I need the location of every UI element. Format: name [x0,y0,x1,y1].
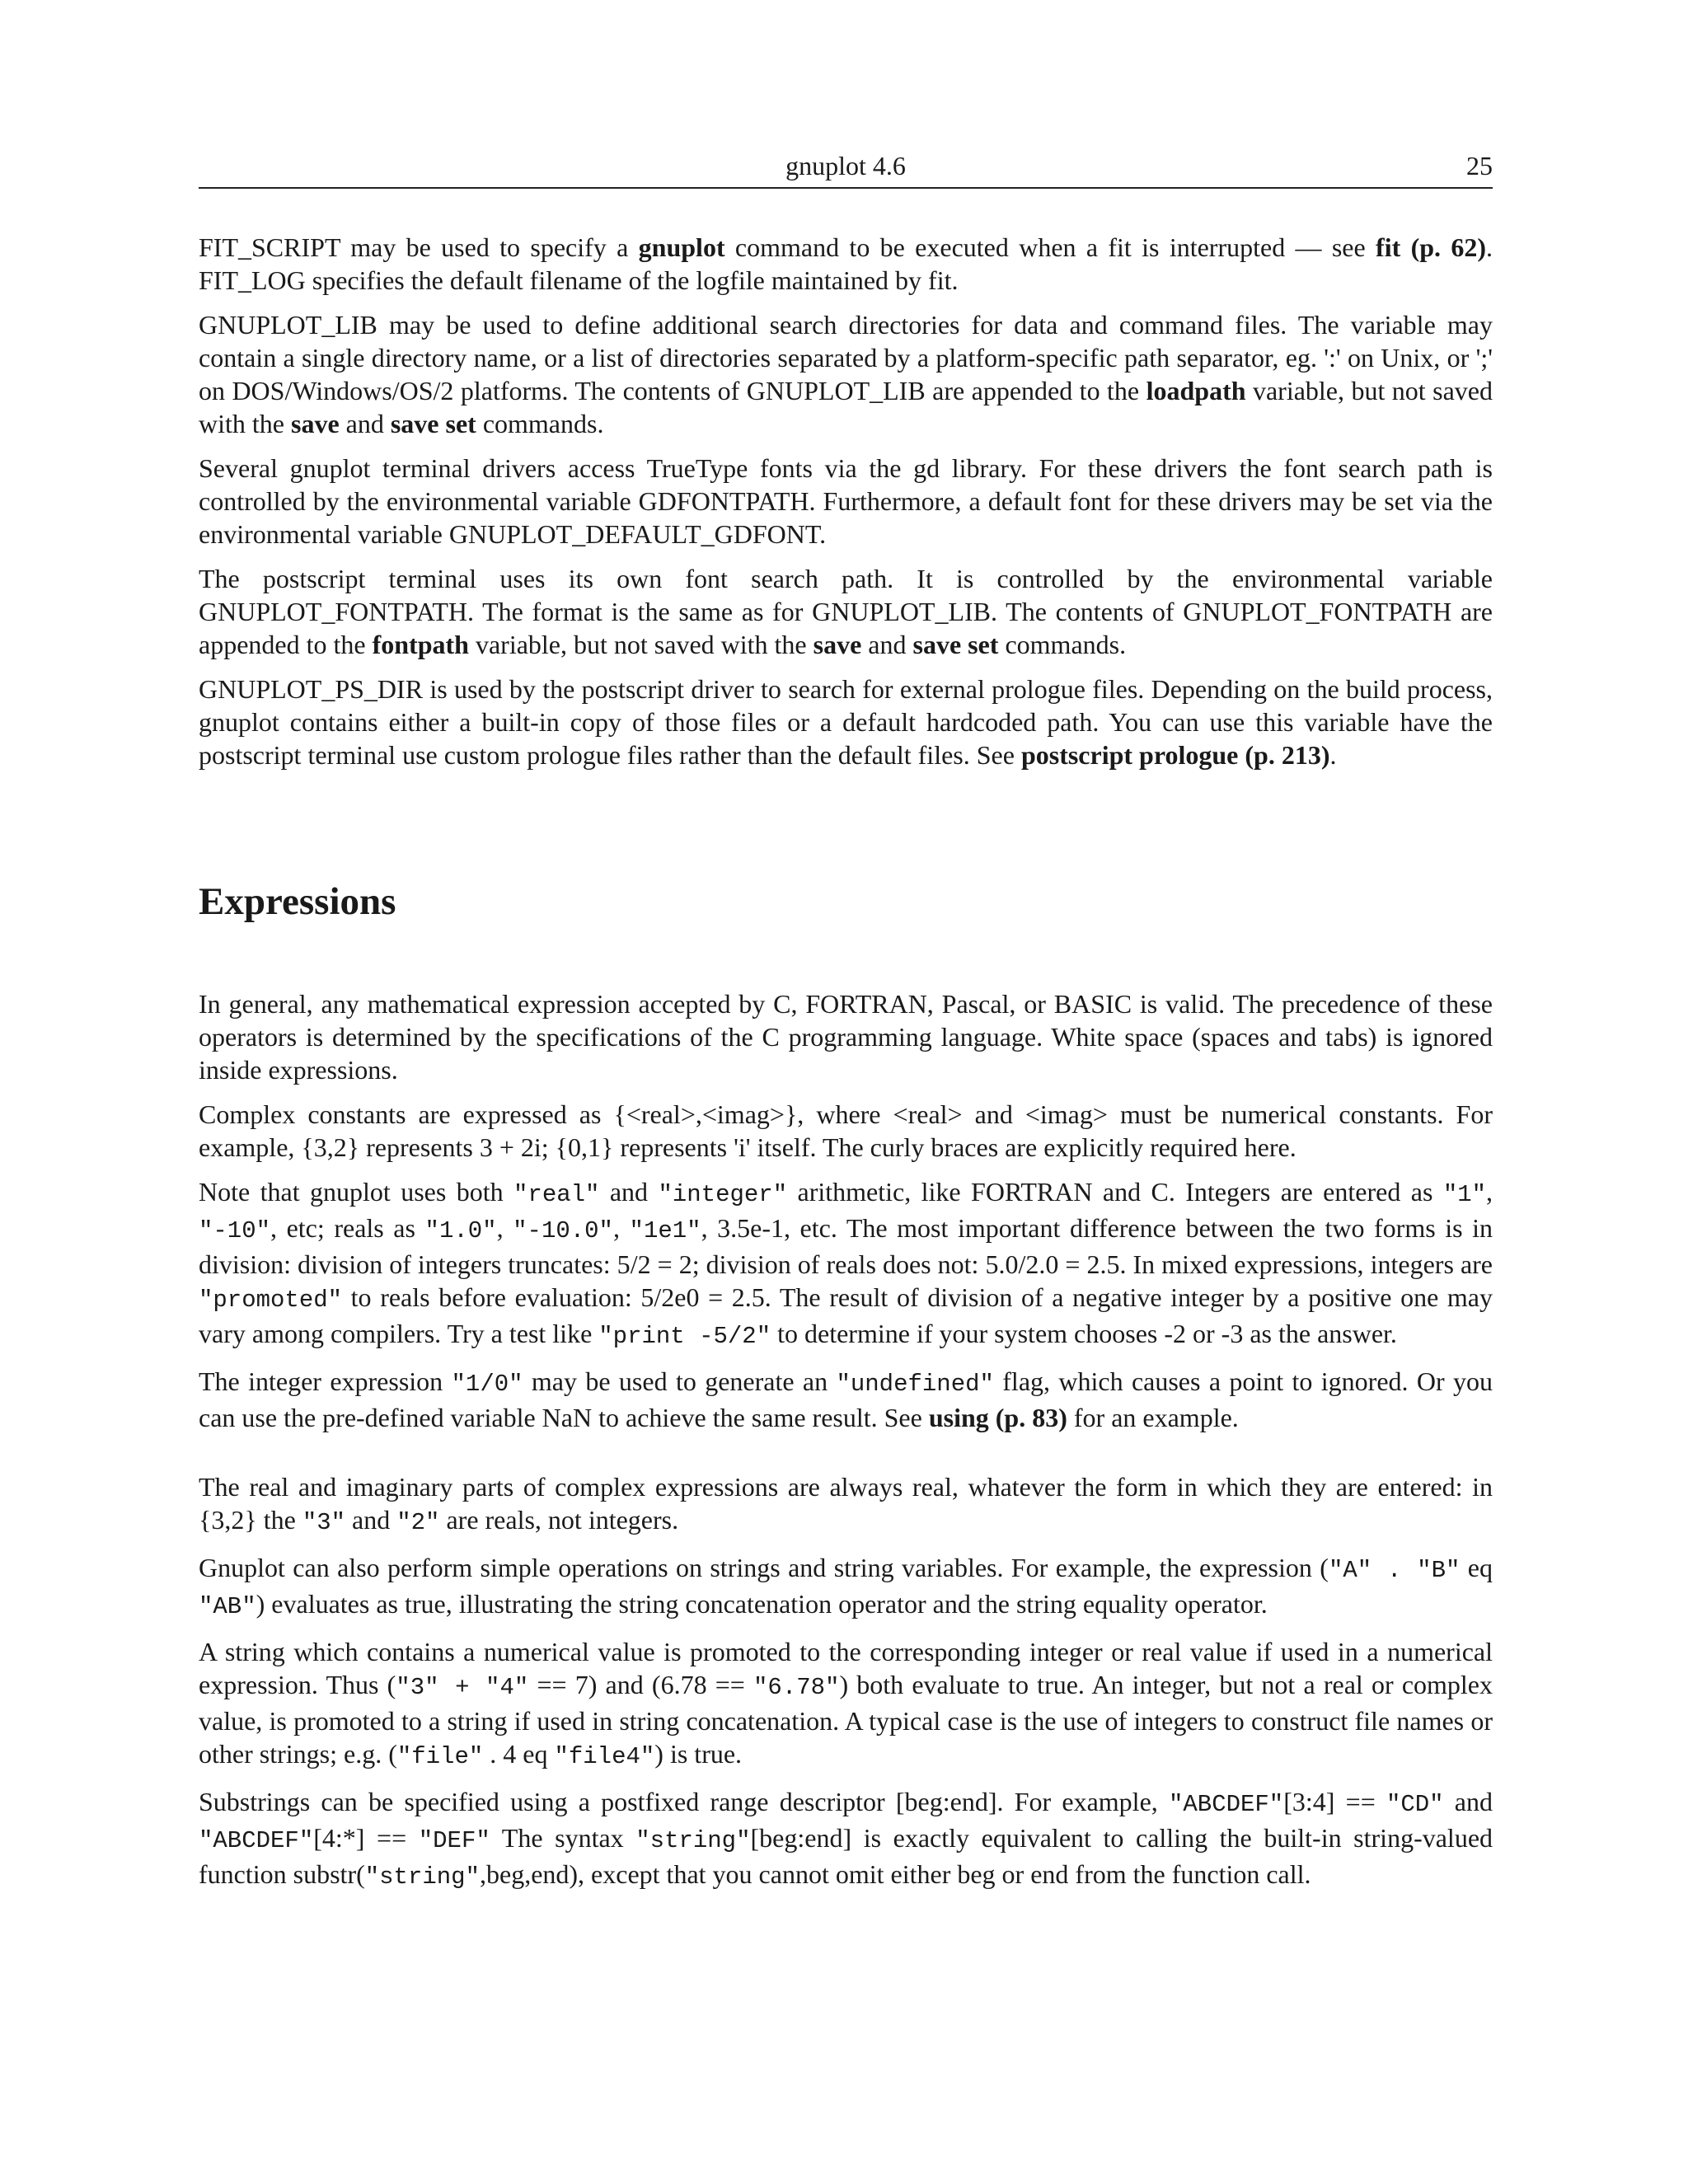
paragraph-expressions-general: In general, any mathematical expression accepted by C, FORTRAN, Pascal, or BASIC is valid. The precedence of these operators is determined by the specifications of the C programming language. White space (spaces and tabs) is ignored inside expressions. [199,989,1493,1085]
cross-reference-postscript-prologue[interactable]: postscript prologue (p. 213) [1020,740,1330,770]
header-title: gnuplot 4.6 [785,151,906,180]
section-heading: Expressions [199,880,396,923]
keyword-save-set: save set [912,630,999,659]
keyword-save-set: save set [390,409,476,438]
paragraph-undefined-value: The integer expression "1/0" may be used to generate an "undefined" flag, which causes a point to ignored. Or you can use the pre-defined variable NaN to achieve the same result. See using (p. 83) for an example. [199,1366,1493,1432]
page-number: 25 [1466,151,1493,180]
paragraph-gnuplot-lib: GNUPLOT_LIB may be used to define additional search directories for data and command files. The variable may contain a single directory name, or a list of directories separated by a platform-specific path separator, eg. ':' on Unix, or ';' on DOS/Windows/OS/2 platforms. The contents of GNUPLOT_LIB are appended to the loadpath variable, but not saved with the save and save set commands. [199,310,1493,438]
cross-reference-fit[interactable]: fit (p. 62) [1376,232,1487,262]
main-content [199,231,1493,1905]
keyword-fontpath: fontpath [372,630,469,659]
keyword-loadpath: loadpath [1146,376,1246,405]
paragraph-gdfontpath: Several gnuplot terminal drivers access TrueType fonts via the gd library. For these drivers the font search path is controlled by the environmental variable GDFONTPATH. Furthermore, a default font for these drivers may be set via the environmental variable GNUPLOT_DEFAULT_GDFONT. [199,453,1493,549]
keyword-save: save [290,409,340,438]
paragraph-gnuplot-fontpath: The postscript terminal uses its own font search path. It is controlled by the environmental variable GNUPLOT_FONTPATH. The format is the same as for GNUPLOT_LIB. The contents of GNUPLOT_FONTPATH are appended to the fontpath variable, but not saved with the save and save set commands. [199,564,1493,659]
keyword-save: save [813,630,862,659]
paragraph-fit-script: FIT_SCRIPT may be used to specify a gnuplot command to be executed when a fit is interrupted — see fit (p. 62). FIT_LOG specifies the default filename of the logfile maintained by fit. [199,232,1493,295]
paragraph-complex-parts: The real and imaginary parts of complex expressions are always real, whatever the form in which they are entered: in {3,2} the "3" and "2" are reals, not integers. [199,1472,1493,1536]
paragraph-integer-real-arithmetic: Note that gnuplot uses both "real" and "integer" arithmetic, like FORTRAN and C. Integers are entered as "1", "-10", etc; reals as "1.0", "-10.0", "1e1", 3.5e-1, etc. The most important difference between the two forms is in division: division of integers truncates: 5/2 = 2; division of reals does not: 5.0/2.0 = 2.5. In mixed expressions, integers are "promoted" to reals before evaluation: 5/2e0 = 2.5. The result of division of a negative integer by a positive one may vary among compilers. Try a test like "print -5/2" to determine if your system chooses -2 or -3 as the answer. [199,1177,1493,1350]
paragraph-complex-constants: Complex constants are expressed as {<real>,<imag>}, where <real> and <imag> must be numerical constants. For example, {3,2} represents 3 + 2i; {0,1} represents 'i' itself. The curly braces are explicitly required here. [199,1099,1493,1162]
running-header [199,151,1493,189]
paragraph-substrings: Substrings can be specified using a postfixed range descriptor [beg:end]. For example, "ABCDEF"[3:4] == "CD" and "ABCDEF"[4:*] == "DEF" The syntax "string"[beg:end] is exactly equivalent to calling the built-in string-valued function substr("string",beg,end), except that you cannot omit either beg or end from the function call. [199,1787,1493,1891]
paragraph-string-operations: Gnuplot can also perform simple operations on strings and string variables. For example, the expression ("A" . "B" eq "AB") evaluates as true, illustrating the string concatenation operator and the string equality operator. [199,1553,1493,1620]
keyword-gnuplot: gnuplot [638,232,725,262]
paragraph-string-promotion: A string which contains a numerical value is promoted to the corresponding integer or real value if used in a numerical expression. Thus ("3" + "4" == 7) and (6.78 == "6.78") both evaluate to true. An integer, but not a real or complex value, is promoted to a string if used in string concatenation. A typical case is the use of integers to construct file names or other strings; e.g. ("file" . 4 eq "file4") is true. [199,1637,1493,1770]
paragraph-gnuplot-ps-dir: GNUPLOT_PS_DIR is used by the postscript driver to search for external prologue files. Depending on the build process, gnuplot contains either a built-in copy of those files or a default hardcoded path. You can use this variable have the postscript terminal use custom prologue files rather than the default files. See postscript prologue (p. 213). [199,674,1493,770]
cross-reference-using[interactable]: using (p. 83) [928,1403,1067,1432]
